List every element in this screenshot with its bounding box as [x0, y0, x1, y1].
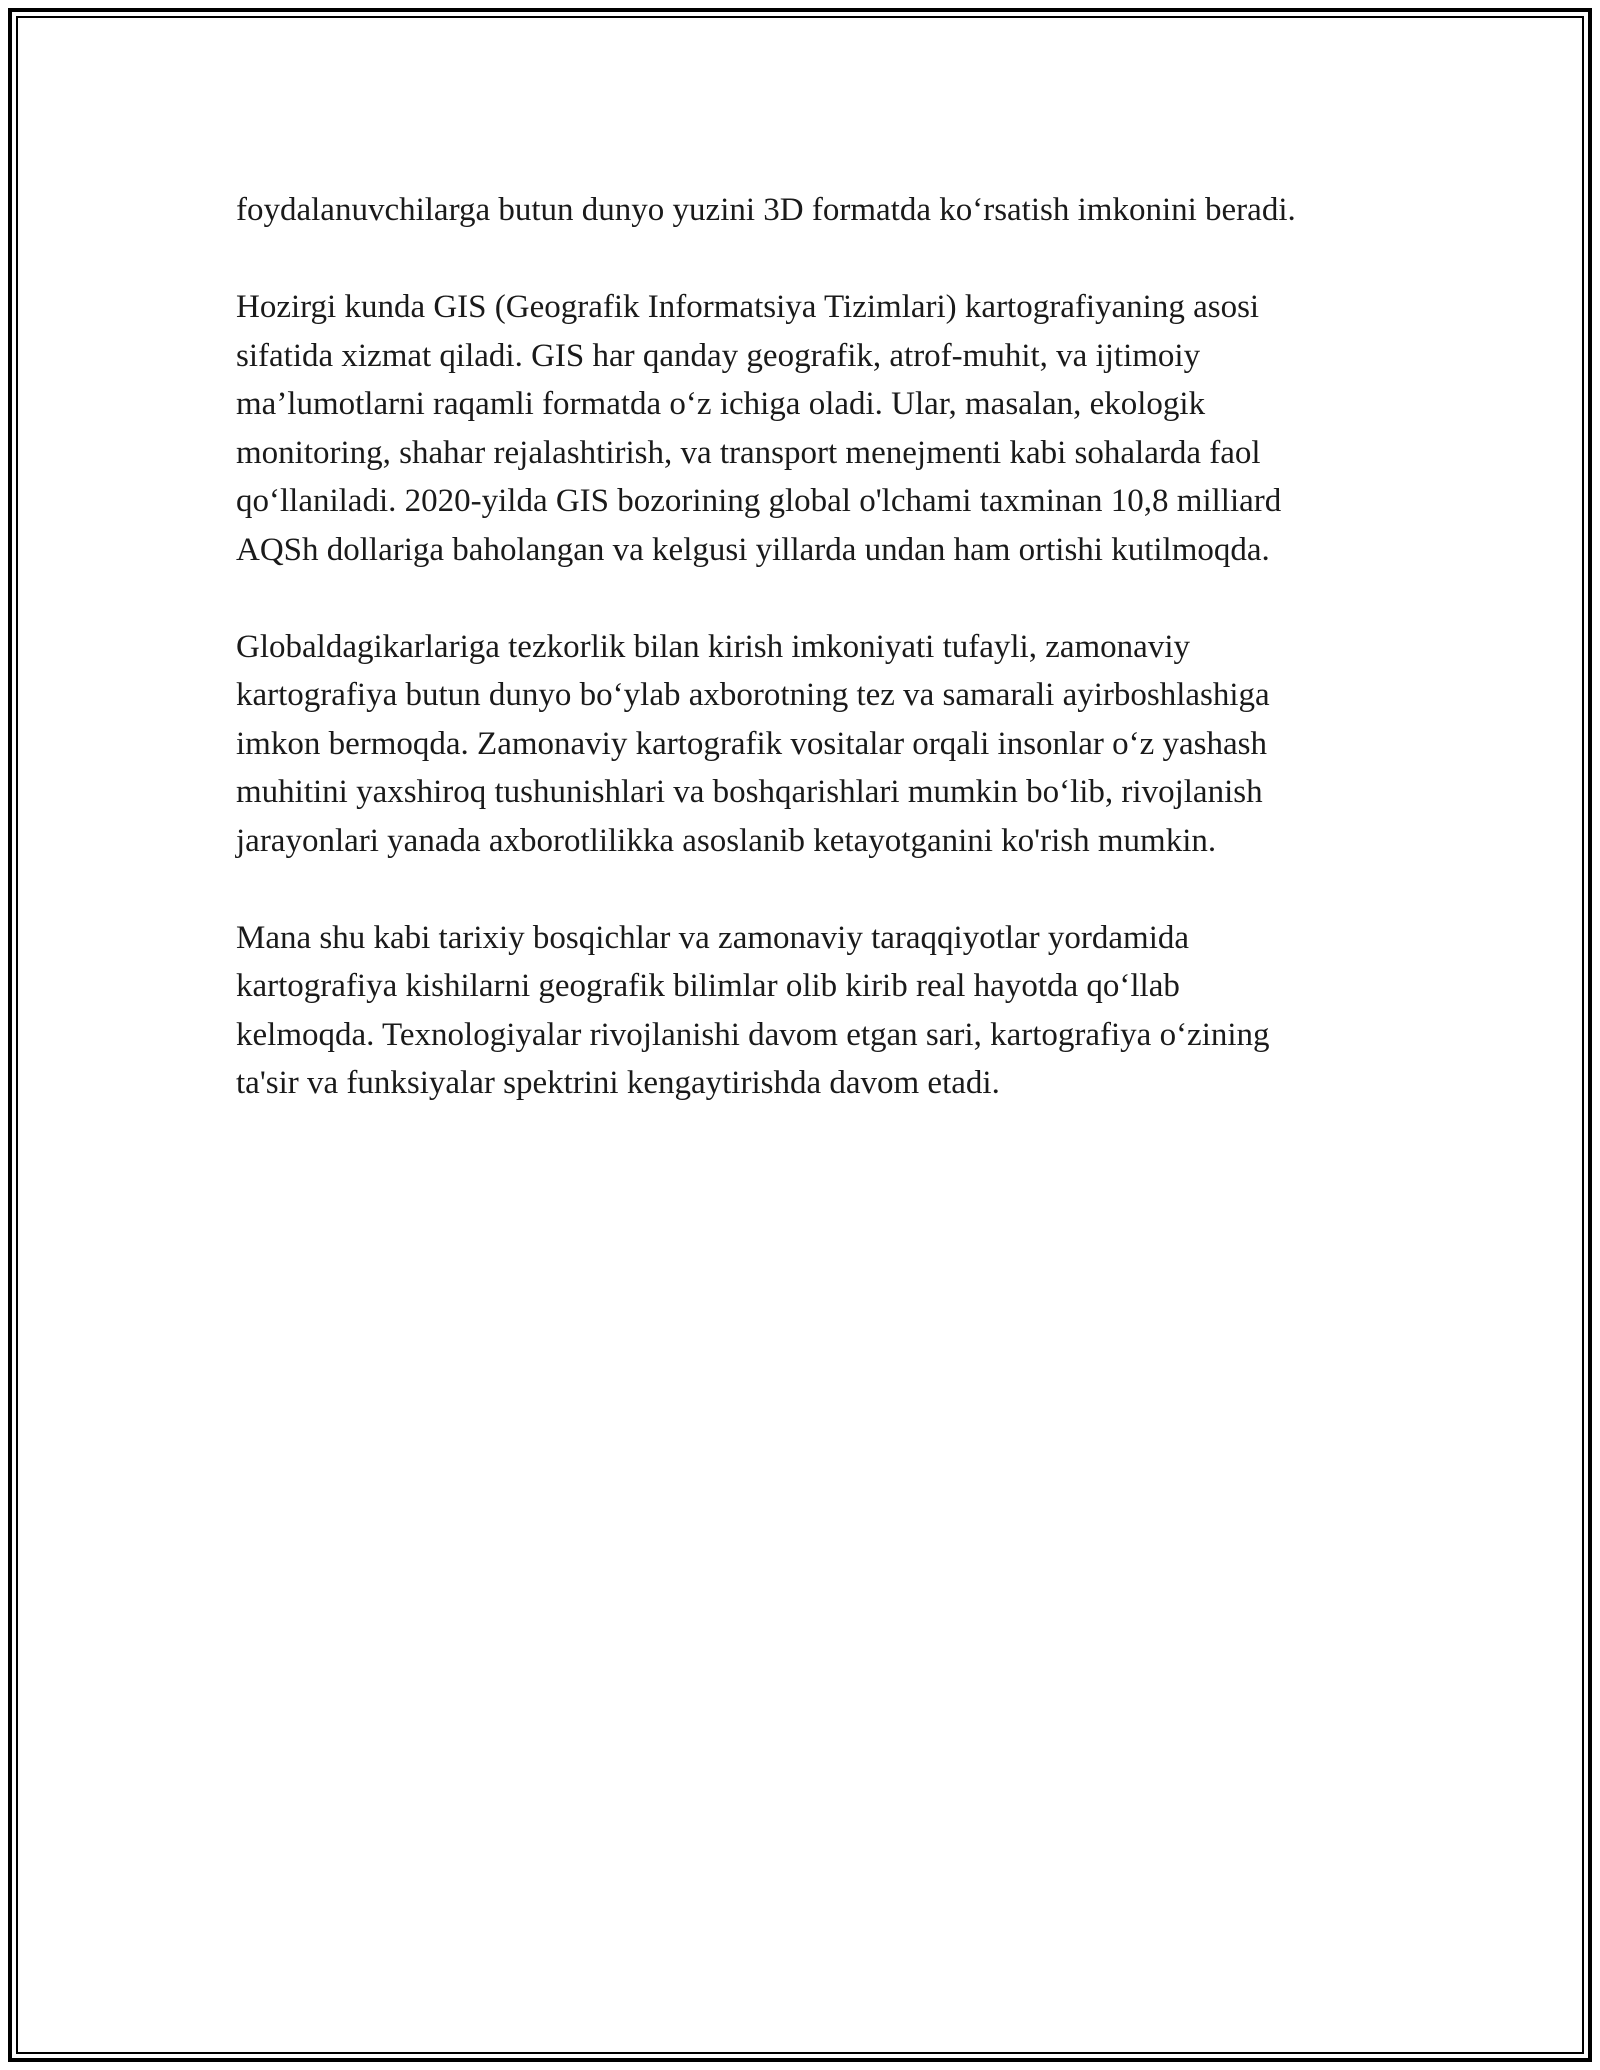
document-body — [236, 186, 1316, 1156]
paragraph-modern-cartography: Globaldagikarlariga tezkorlik bilan kirish imkoniyati tufayli, zamonaviy kartografiya butun dunyo bo‘ylab axborotning tez va samarali ayirboshlashiga imkon bermoqda. Zamonaviy kartografik vositalar orqali insonlar o‘z yashash muhitini yaxshiroq tushunishlari va boshqarishlari mumkin bo‘lib, rivojlanish jarayonlari yanada axborotlilikka asoslanib ketayotganini ko'rish mumkin. — [236, 628, 1270, 859]
paragraph-gis: Hozirgi kunda GIS (Geografik Informatsiya Tizimlari) kartografiyaning asosi sifatida xizmat qiladi. GIS har qanday geografik, atrof-muhit, va ijtimoiy ma’lumotlarni raqamli formatda o‘z ichiga oladi. Ular, masalan, ekologik monitoring, shahar rejalashtirish, va transport menejmenti kabi sohalarda faol qo‘llaniladi. 2020-yilda GIS bozorining global o'lchami taxminan 10,8 milliard AQSh dollariga baholangan va kelgusi yillarda undan ham ortishi kutilmoqda. — [236, 289, 1282, 568]
paragraph-conclusion: Mana shu kabi tarixiy bosqichlar va zamonaviy taraqqiyotlar yordamida kartografiya kishilarni geografik bilimlar olib kirib real hayotda qo‘llab kelmoqda. Texnologiyalar rivojlanishi davom etgan sari, kartografiya o‘zining ta'sir va funksiyalar spektrini kengaytirishda davom etadi. — [236, 919, 1270, 1101]
paragraph-continuation: foydalanuvchilarga butun dunyo yuzini 3D formatda ko‘rsatish imkonini beradi. — [236, 192, 1296, 228]
